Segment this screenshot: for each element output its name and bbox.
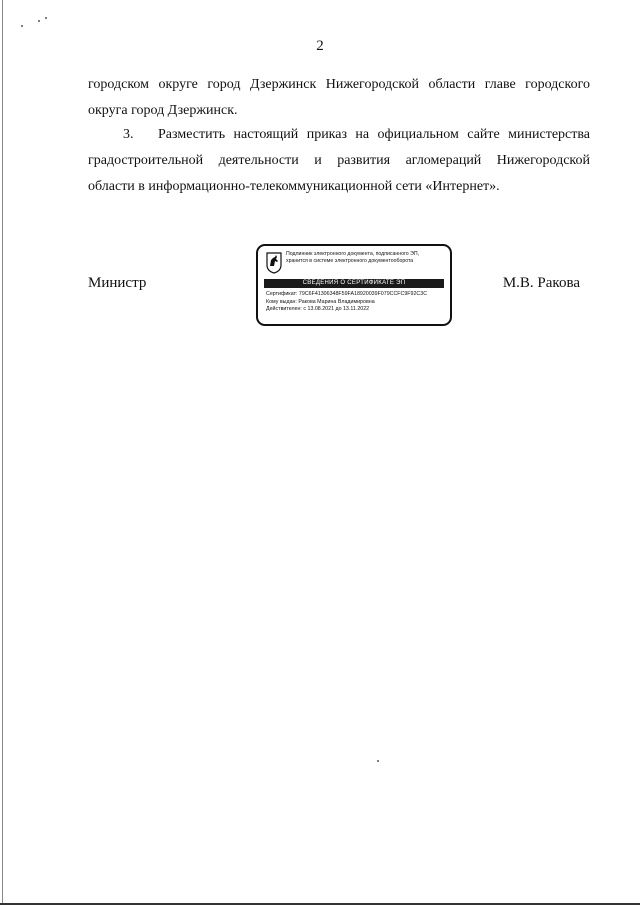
certificate-owner: Кому выдан: Ракова Марина Владимировна <box>266 298 375 305</box>
scan-speck <box>21 25 23 27</box>
signer-name: М.В. Ракова <box>502 275 580 291</box>
paragraph-line: градостроительной деятельности и развития агломераций Нижегородской <box>88 153 590 168</box>
paragraph-line: городском округе город Дзержинск Нижегородской области главе городского <box>88 77 590 92</box>
certificate-number: Сертификат: 79C6F41306348F59FA18920039F079CCFC9F92C3C <box>266 291 428 297</box>
paragraph-continuation <box>88 72 590 124</box>
stamp-title-bar: СВЕДЕНИЯ О СЕРТИФИКАТЕ ЭП <box>264 279 444 288</box>
page-number: 2 <box>316 38 324 54</box>
paragraph-line-text: Разместить настоящий приказ на официальном сайте министерства <box>158 127 590 142</box>
coat-of-arms-icon <box>266 252 282 274</box>
certificate-validity: Действителен: с 13.08.2021 до 13.11.2022 <box>266 306 370 312</box>
paragraph-line: округа город Дзержинск. <box>88 103 238 118</box>
paragraph-item-3 <box>88 122 590 200</box>
stamp-details <box>266 291 448 314</box>
paragraph-line: области в информационно-телекоммуникационной сети «Интернет». <box>88 179 500 194</box>
scan-speck <box>38 20 40 22</box>
stamp-header-line: Подлинник электронного документа, подписанного ЭП, <box>286 251 420 257</box>
signer-title: Министр <box>88 275 147 291</box>
scan-speck <box>45 17 47 19</box>
scan-speck <box>377 760 379 762</box>
item-number: 3. <box>123 127 134 142</box>
paragraph-line <box>88 122 590 148</box>
scan-edge-line <box>2 0 3 905</box>
electronic-signature-stamp <box>256 244 452 326</box>
stamp-header <box>286 251 444 265</box>
stamp-header-line: хранится в системе электронного документооборота <box>286 258 414 264</box>
